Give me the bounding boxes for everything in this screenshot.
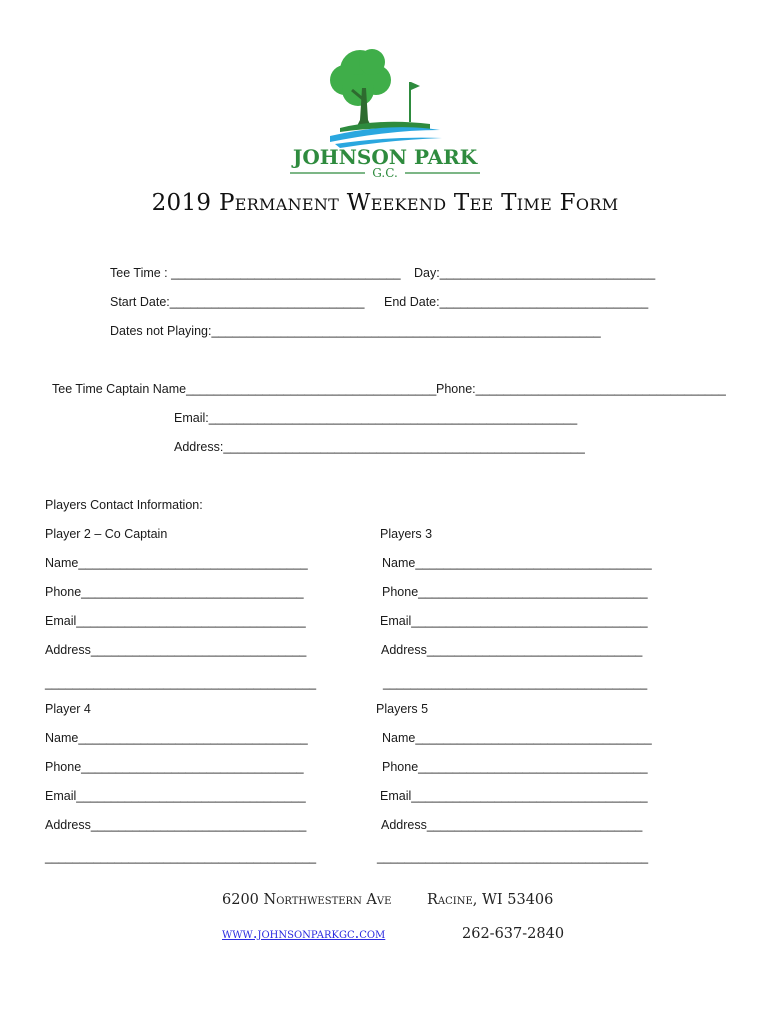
player-address-line[interactable]: _______________________________________ bbox=[45, 676, 317, 690]
player-name-field[interactable]: Name__________________________________ bbox=[382, 556, 652, 570]
player-name-field[interactable]: Name_________________________________ bbox=[45, 731, 308, 745]
johnson-park-logo bbox=[280, 40, 490, 180]
captain-address-field[interactable]: Address:____________________________________________________ bbox=[174, 440, 585, 454]
player-address-field[interactable]: Address_______________________________ bbox=[381, 643, 643, 657]
player-name-field[interactable]: Name__________________________________ bbox=[382, 731, 652, 745]
player-email-field[interactable]: Email__________________________________ bbox=[380, 789, 648, 803]
footer-city: Racine, WI 53406 bbox=[427, 892, 554, 908]
player-address-line[interactable]: ______________________________________ bbox=[383, 676, 648, 690]
player-address-field[interactable]: Address_______________________________ bbox=[45, 818, 307, 832]
player-phone-field[interactable]: Phone_________________________________ bbox=[382, 760, 648, 774]
player-phone-field[interactable]: Phone_________________________________ bbox=[382, 585, 648, 599]
player-address-line[interactable]: _______________________________________ bbox=[377, 850, 649, 864]
player-email-field[interactable]: Email_________________________________ bbox=[45, 614, 306, 628]
player-address-line[interactable]: _______________________________________ bbox=[45, 850, 317, 864]
start-date-field[interactable]: Start Date:____________________________ bbox=[110, 295, 365, 309]
player-name-field[interactable]: Name_________________________________ bbox=[45, 556, 308, 570]
footer-phone: 262-637-2840 bbox=[462, 926, 565, 942]
captain-email-field[interactable]: Email:_____________________________________________________ bbox=[174, 411, 578, 425]
player-heading: Players 5 bbox=[376, 702, 429, 716]
player-address-field[interactable]: Address_______________________________ bbox=[45, 643, 307, 657]
captain-phone-field[interactable]: Phone:____________________________________ bbox=[436, 382, 726, 396]
player-email-field[interactable]: Email__________________________________ bbox=[380, 614, 648, 628]
player-email-field[interactable]: Email_________________________________ bbox=[45, 789, 306, 803]
day-field[interactable]: Day:_______________________________ bbox=[414, 266, 656, 280]
end-date-field[interactable]: End Date:______________________________ bbox=[384, 295, 649, 309]
logo-sub: G.C. bbox=[372, 166, 398, 180]
captain-name-field[interactable]: Tee Time Captain Name____________________________________ bbox=[52, 382, 437, 396]
player-heading: Player 4 bbox=[45, 702, 91, 716]
player-address-field[interactable]: Address_______________________________ bbox=[381, 818, 643, 832]
tee-time-field[interactable]: Tee Time : _________________________________ bbox=[110, 266, 401, 280]
players-heading: Players Contact Information: bbox=[45, 498, 203, 512]
footer-street: 6200 Northwestern Ave bbox=[222, 892, 392, 908]
player-heading: Players 3 bbox=[380, 527, 433, 541]
player-phone-field[interactable]: Phone________________________________ bbox=[45, 585, 304, 599]
page-title: 2019 Permanent Weekend Tee Time Form bbox=[151, 190, 619, 216]
footer-website-link[interactable]: www.johnsonparkgc.com bbox=[222, 926, 386, 942]
player-heading: Player 2 – Co Captain bbox=[45, 527, 168, 541]
player-phone-field[interactable]: Phone________________________________ bbox=[45, 760, 304, 774]
logo-name: JOHNSON PARK bbox=[292, 145, 478, 169]
dates-not-playing-field[interactable]: Dates not Playing:________________________________________________________ bbox=[110, 324, 601, 338]
